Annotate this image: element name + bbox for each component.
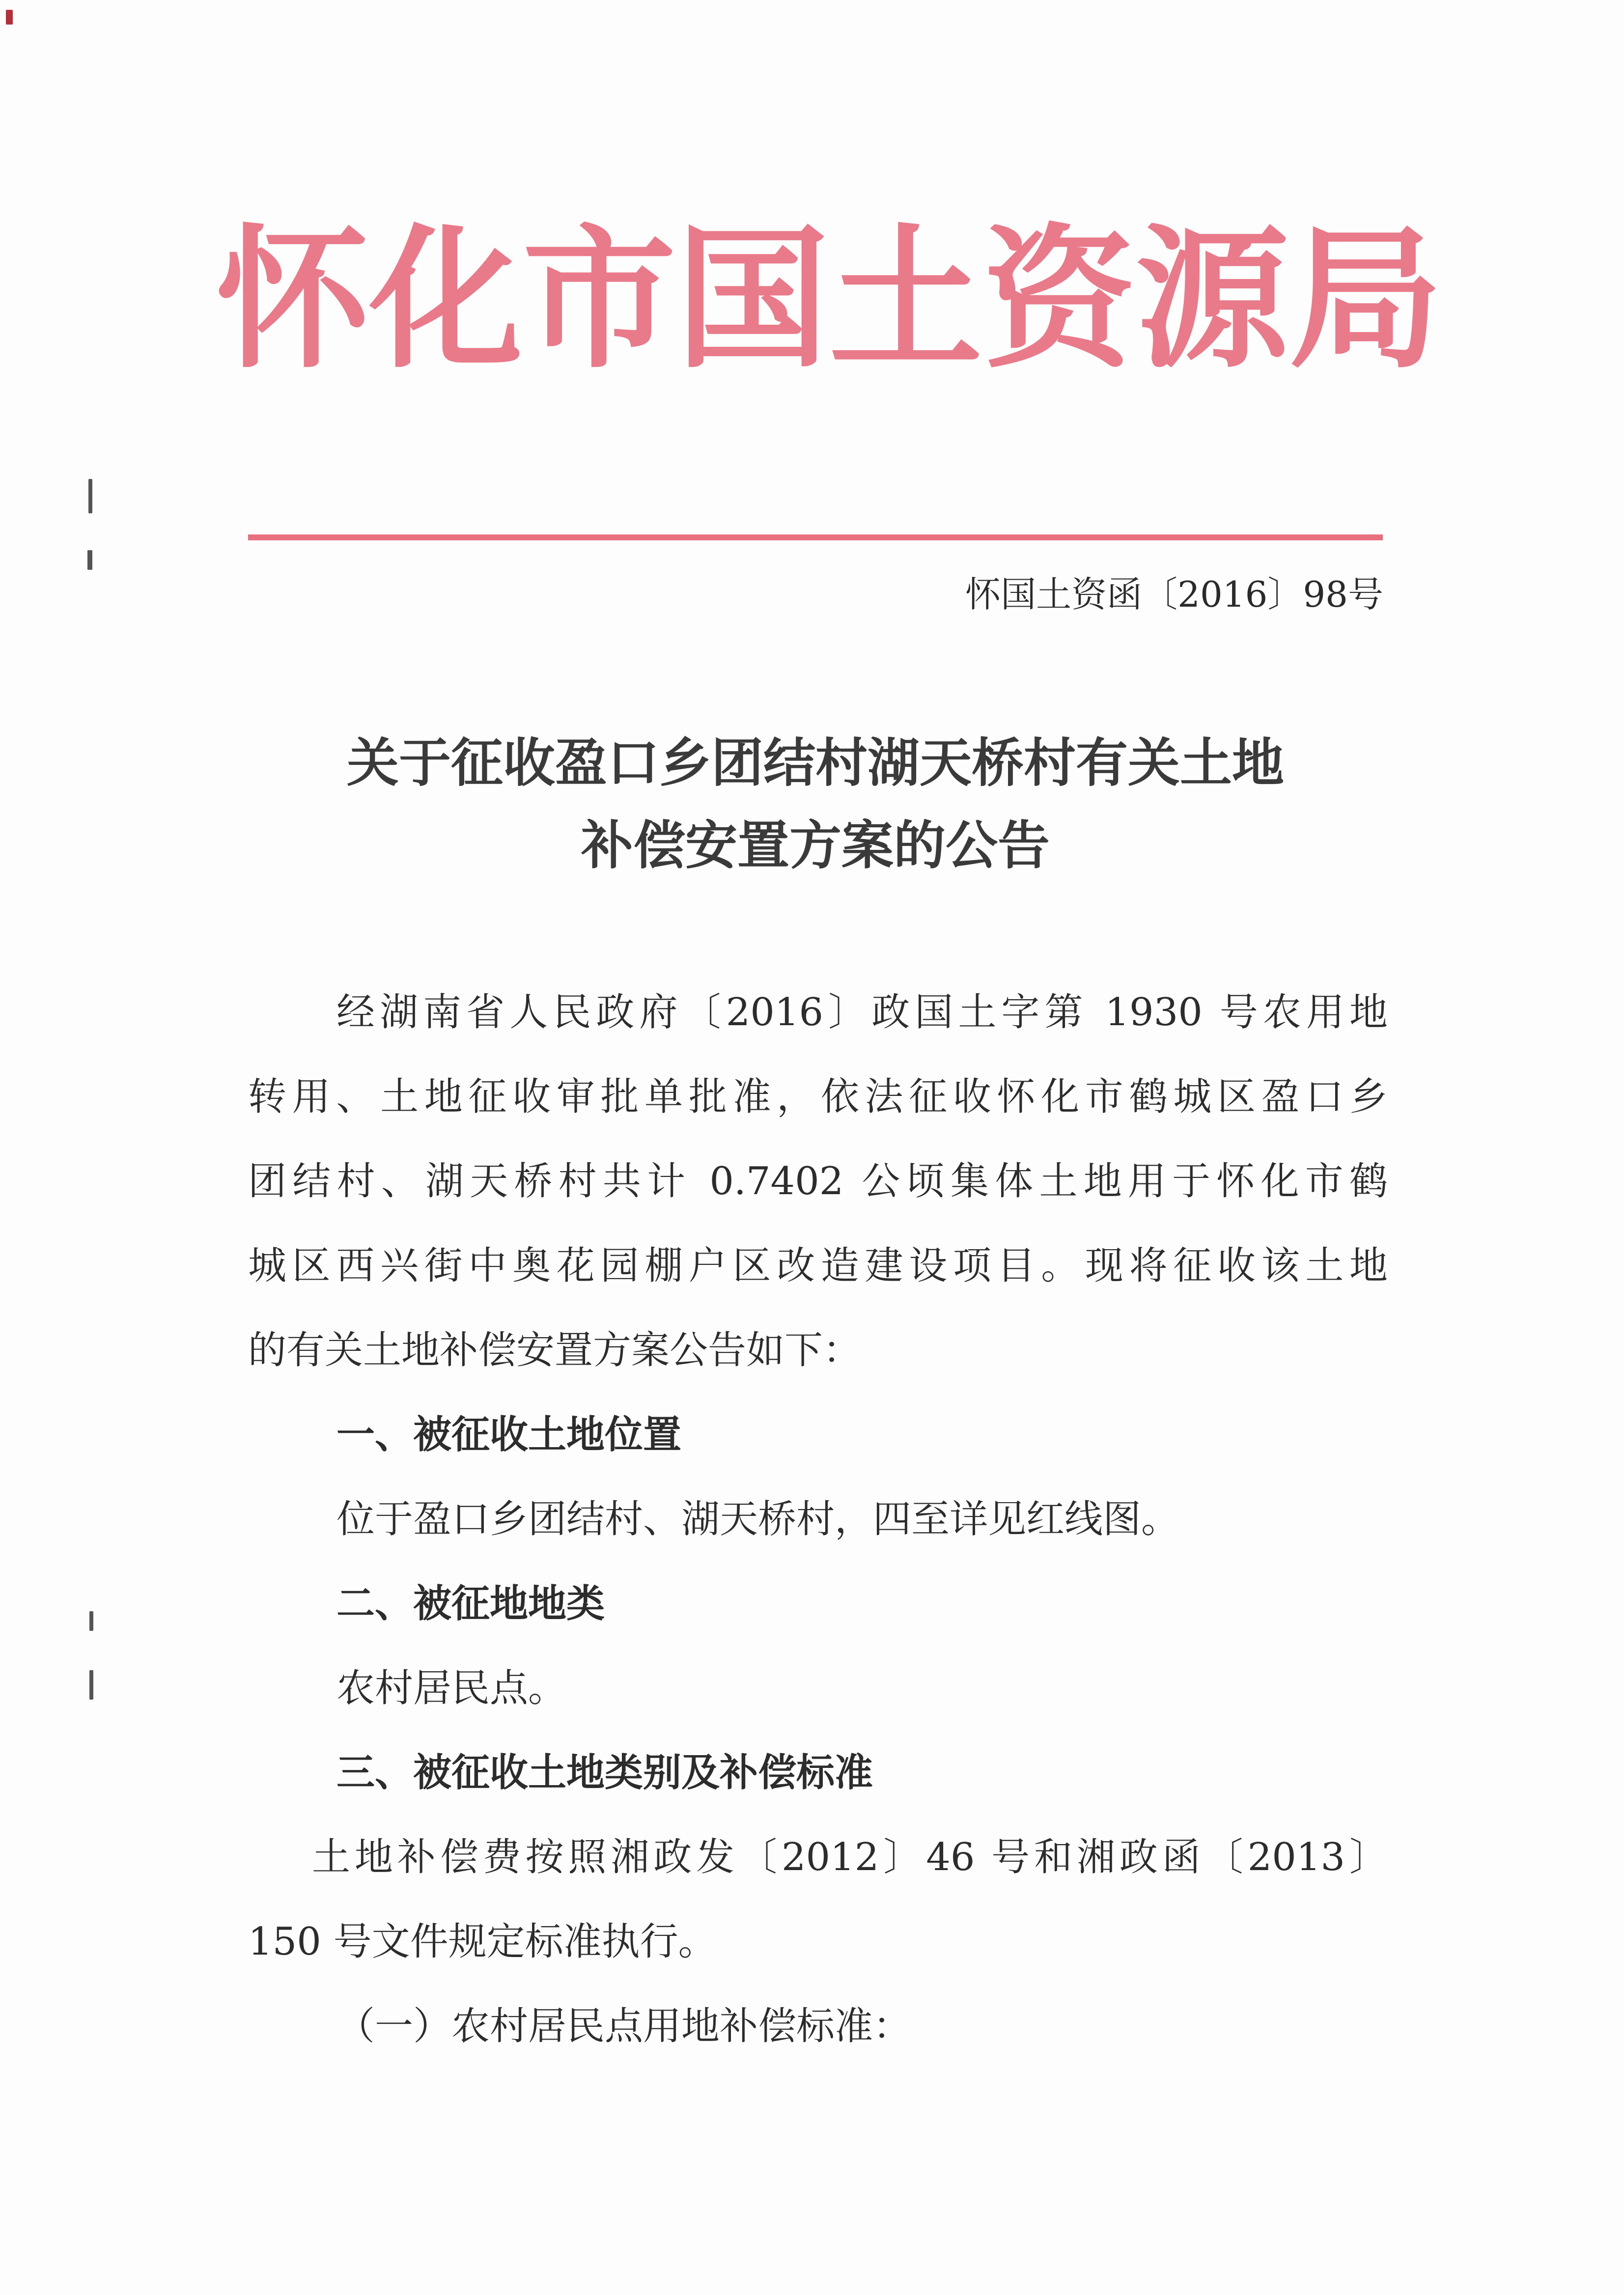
- title-line-1: 关于征收盈口乡团结村湖天桥村有关土地: [347, 733, 1284, 793]
- paragraph-1-line-5: 的有关土地补偿安置方案公告如下：: [248, 1328, 862, 1372]
- section-3-text-line-1: 土地补偿费按照湘政发〔2012〕46 号和湘政函〔2013〕: [312, 1835, 1388, 1879]
- section-1-text: 位于盈口乡团结村、湖天桥村，四至详见红线图。: [336, 1497, 1180, 1541]
- paragraph-1-line-4: 城区西兴街中奥花园棚户区改造建设项目。现将征收该土地: [248, 1244, 1388, 1288]
- letterhead-org-name: 怀化市国土资源局: [216, 210, 1442, 389]
- title-line-2: 补偿安置方案的公告: [581, 815, 1050, 876]
- section-3-text-line-2: 150 号文件规定标准执行。: [248, 1920, 717, 1964]
- paragraph-1-line-1: 经湖南省人民政府〔2016〕政国土字第 1930 号农用地: [336, 990, 1388, 1035]
- scan-mark: [88, 479, 92, 513]
- letterhead-red-rule: [248, 534, 1383, 540]
- scan-mark: [6, 10, 13, 25]
- document-title: [248, 722, 1383, 887]
- paragraph-1-line-3: 团结村、湖天桥村共计 0.7402 公顷集体土地用于怀化市鹤: [248, 1159, 1388, 1203]
- scan-mark: [89, 1611, 93, 1631]
- document-body: [248, 970, 1388, 2069]
- document-number: 怀国土资函〔2016〕98号: [965, 574, 1383, 615]
- section-heading-2: 二、被征地地类: [336, 1582, 605, 1626]
- subsection-1-heading: （一）农村居民点用地补偿标准：: [336, 2004, 912, 2048]
- scan-mark: [89, 1670, 93, 1700]
- section-2-text: 农村居民点。: [336, 1666, 567, 1710]
- paragraph-1-line-2: 转用、土地征收审批单批准，依法征收怀化市鹤城区盈口乡: [248, 1075, 1388, 1119]
- scan-mark: [87, 550, 92, 570]
- section-heading-1: 一、被征收土地位置: [336, 1413, 682, 1457]
- section-heading-3: 三、被征收土地类别及补偿标准: [336, 1751, 873, 1795]
